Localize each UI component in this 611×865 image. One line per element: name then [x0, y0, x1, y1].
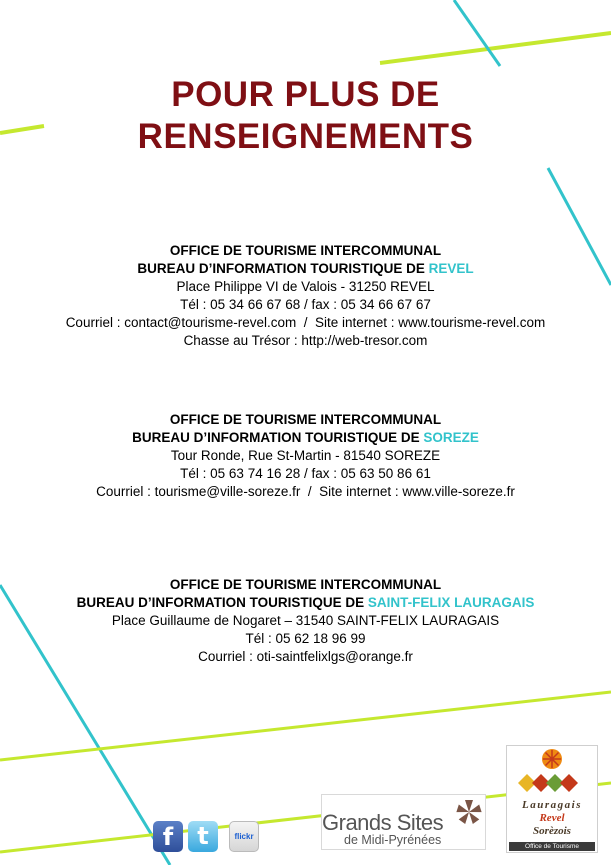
office-word-1: Lauragais [522, 799, 582, 811]
cyan-line-top-right [454, 0, 500, 66]
bureau-city: SOREZE [423, 430, 479, 445]
office-word-2: Revel [539, 812, 565, 824]
office-phone: Tél : 05 63 74 16 28 / fax : 05 63 50 86 61 [180, 466, 431, 481]
grands-sites-title: Grands Sites [322, 810, 444, 835]
facebook-glyph: f [162, 823, 174, 851]
office-heading: OFFICE DE TOURISME INTERCOMMUNAL [169, 412, 442, 427]
office-address: Place Philippe VI de Valois - 31250 REVEL [176, 279, 435, 294]
twitter-glyph: t [197, 822, 209, 850]
office-heading: OFFICE DE TOURISME INTERCOMMUNAL [169, 577, 442, 592]
bureau-prefix: BUREAU D’INFORMATION TOURISTIQUE DE [132, 430, 420, 445]
grands-sites-logo[interactable] [321, 794, 486, 850]
bureau-city: SAINT-FELIX LAURAGAIS [367, 595, 535, 610]
flickr-label: flickr [234, 832, 254, 841]
office-address: Tour Ronde, Rue St-Martin - 81540 SOREZE [170, 448, 441, 463]
office-contact[interactable]: Courriel : tourisme@ville-soreze.fr / Site internet : www.ville-soreze.fr [96, 484, 515, 499]
office-contact[interactable]: Courriel : contact@tourisme-revel.com / Site internet : www.tourisme-revel.com [65, 315, 546, 330]
grands-sites-subtitle: de Midi-Pyrénées [344, 833, 442, 847]
bureau-line [0, 594, 611, 612]
office-heading: OFFICE DE TOURISME INTERCOMMUNAL [169, 243, 442, 258]
office-band: Office de Tourisme [509, 842, 595, 851]
office-saint-felix [0, 576, 611, 666]
flickr-icon[interactable] [229, 821, 259, 852]
twitter-icon[interactable] [188, 821, 218, 852]
office-tourisme-logo[interactable] [506, 745, 598, 853]
pinwheel-icon [454, 797, 484, 827]
office-contact[interactable]: Courriel : oti-saintfelixlgs@orange.fr [198, 649, 413, 664]
office-phone: Tél : 05 62 18 96 99 [245, 631, 366, 646]
bureau-prefix: BUREAU D’INFORMATION TOURISTIQUE DE [137, 261, 425, 276]
facebook-icon[interactable] [153, 821, 183, 852]
title-line-1: POUR PLUS DE [171, 75, 440, 114]
bureau-city: REVEL [428, 261, 474, 276]
office-word-3: Sorèzois [533, 825, 571, 837]
diamonds-icon [517, 772, 587, 794]
page-title [0, 74, 611, 158]
office-phone: Tél : 05 34 66 67 68 / fax : 05 34 66 67 67 [180, 297, 431, 312]
office-soreze [0, 411, 611, 501]
office-address: Place Guillaume de Nogaret – 31540 SAINT-FELIX LAURAGAIS [111, 613, 500, 628]
sun-cross-icon [541, 748, 563, 770]
office-revel [0, 242, 611, 350]
bureau-prefix: BUREAU D’INFORMATION TOURISTIQUE DE [76, 595, 365, 610]
bureau-line [0, 429, 611, 447]
bureau-line [0, 260, 611, 278]
title-line-2: RENSEIGNEMENTS [137, 117, 474, 156]
office-extra[interactable]: Chasse au Trésor : http://web-tresor.com [183, 333, 428, 348]
